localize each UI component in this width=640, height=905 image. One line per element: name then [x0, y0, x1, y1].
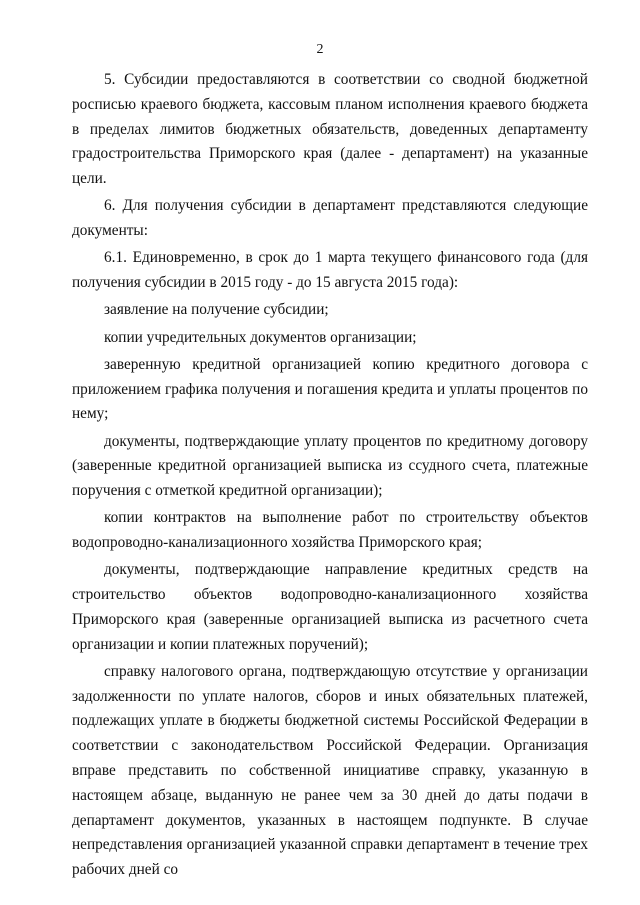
paragraph-5-subsidies: 5. Субсидии предоставляются в соответствии со сводной бюджетной росписью краевого бюджета, кассовым планом исполнения краевого бюджета в пределах лимитов бюджетных обязательств, доведенных департаменту градостроительства Приморского края (далее - департамент) на указанные цели.: [72, 71, 588, 188]
list-item-founding-docs: копии учредительных документов организации;: [104, 328, 417, 346]
list-item-contracts: копии контрактов на выполнение работ по строительству объектов водопроводно-канализационного хозяйства Приморского края;: [72, 509, 588, 552]
list-item-application: заявление на получение субсидии;: [104, 301, 329, 319]
list-item-interest-payment: документы, подтверждающие уплату процентов по кредитному договору (заверенные кредитной организацией выписка из ссудного счета, платежные поручения с отметкой кредитной организации);: [72, 432, 588, 500]
paragraph-6-1-one-time: 6.1. Единовременно, в срок до 1 марта текущего финансового года (для получения субсидии в 2015 году - до 15 августа 2015 года):: [72, 249, 588, 292]
document-body: [72, 68, 588, 885]
page-number: 2: [316, 42, 324, 57]
list-item-tax-certificate: справку налогового органа, подтверждающую отсутствие у организации задолженности по уплате налогов, сборов и иных обязательных платежей, подлежащих уплате в бюджеты бюджетной системы Российской Федерации в соответствии с законодательством Российской Федерации. Организация вправе представить по собственной инициативе справку, указанную в настоящем абзаце, выданную не ранее чем за 30 дней до даты подачи в департамент документов, указанных в настоящем подпункте. В случае непредставления организацией указанной справки департамент в течение трех рабочих дней со: [72, 662, 588, 879]
list-item-credit-usage: документы, подтверждающие направление кредитных средств на строительство объектов водопроводно-канализационного хозяйства Приморского края (заверенные организацией выписка из расчетного счета организации и копии платежных поручений);: [72, 561, 588, 653]
paragraph-6-documents: 6. Для получения субсидии в департамент представляются следующие документы:: [72, 197, 588, 240]
list-item-credit-agreement: заверенную кредитной организацией копию кредитного договора с приложением графика получения и погашения кредита и уплаты процентов по нему;: [72, 355, 588, 423]
